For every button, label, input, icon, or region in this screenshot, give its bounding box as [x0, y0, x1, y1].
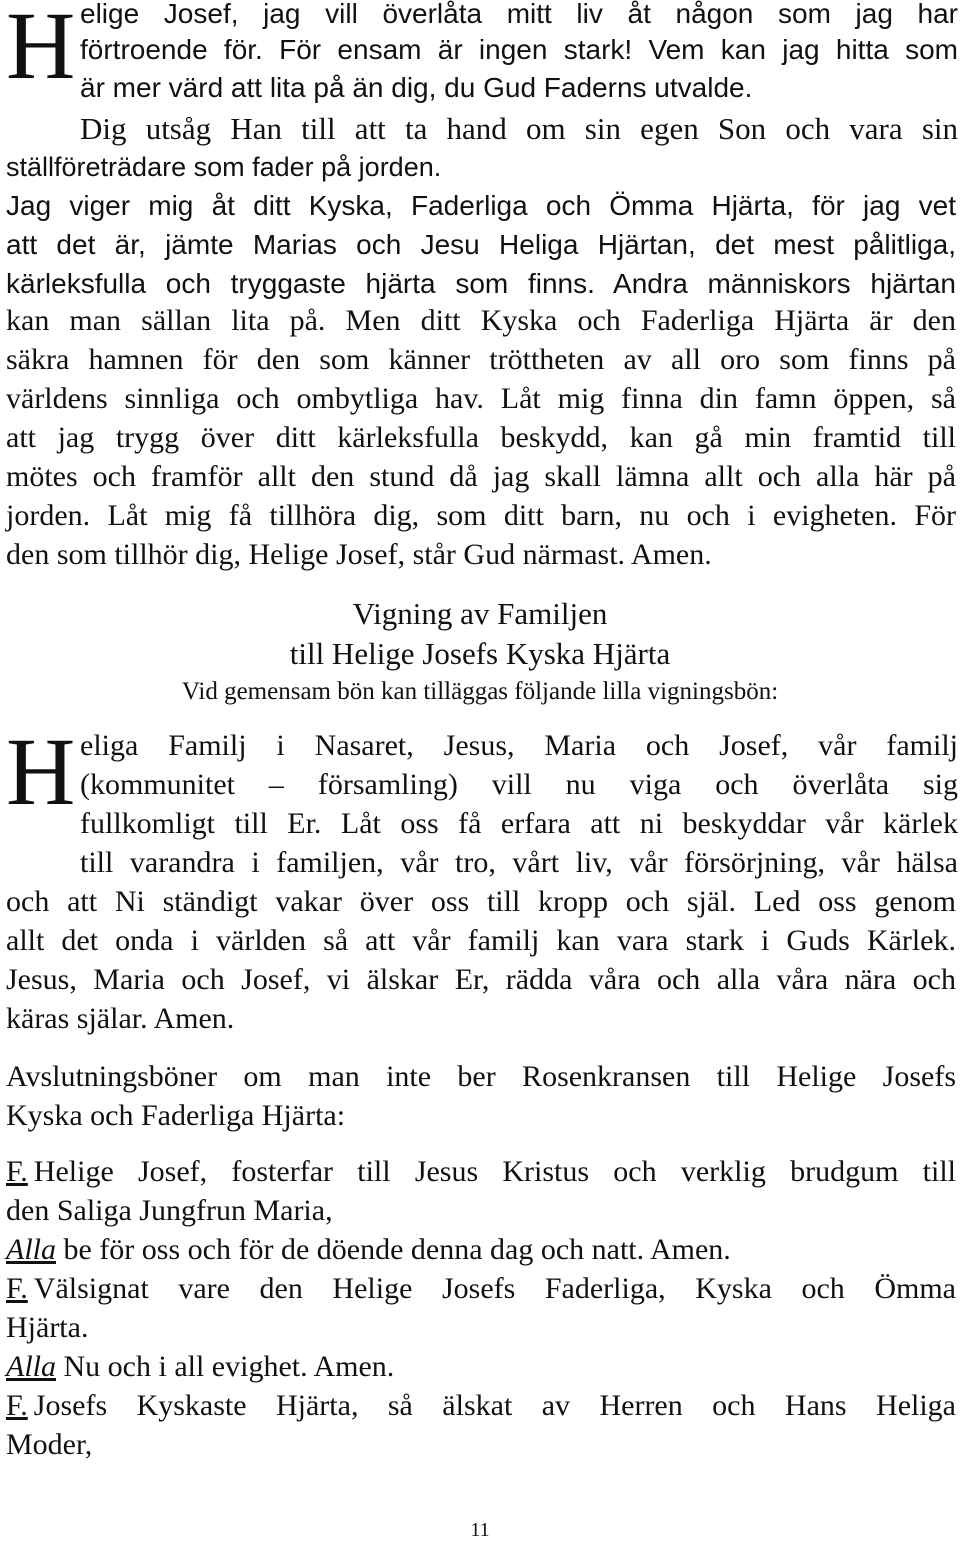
versicle-text: Helige Josef, fosterfar till Jesus Kristus och verklig brudgum till [33, 1155, 956, 1188]
prayer-line: elige Josef, jag vill överlåta mitt liv åt någon som jag har [80, 0, 958, 29]
closing-intro-line: Kyska och Faderliga Hjärta: [6, 1099, 346, 1132]
response-text: be för oss och för de döende denna dag och natt. Amen. [56, 1233, 731, 1266]
prayer-line: till varandra i familjen, vår tro, vårt liv, vår försörjning, vår hälsa [80, 846, 958, 879]
prayer-line: att det är, jämte Marias och Jesu Heliga Hjärtan, det mest pålitliga, [6, 229, 956, 260]
response-line [6, 1350, 394, 1384]
prayer-line: fullkomligt till Er. Låt oss få erfara att ni beskyddar vår kärlek [80, 807, 958, 840]
prayer-line: är mer värd att lita på än dig, du Gud Faderns utvalde. [80, 72, 753, 103]
prayer-line: den som tillhör dig, Helige Josef, står Gud närmast. Amen. [6, 538, 712, 571]
dropcap-letter: H [6, 0, 76, 99]
versicle-line: Hjärta. [6, 1311, 89, 1344]
closing-intro-line: Avslutningsböner om man inte ber Rosenkransen till Helige Josefs [6, 1060, 956, 1093]
leader-label: F. [6, 1389, 28, 1422]
dropcap-letter: H [6, 718, 76, 825]
prayer-line: mötes och framför allt den stund då jag skall lämna allt och alla här på [6, 460, 956, 493]
versicle-line [6, 1272, 956, 1306]
prayer-line: allt det onda i världen så att vår familj kan vara stark i Guds Kärlek. [6, 924, 956, 957]
prayer-line: Jesus, Maria och Josef, vi älskar Er, rädda våra och alla våra nära och [6, 963, 956, 996]
prayer-line: käras själar. Amen. [6, 1002, 235, 1035]
section-title: Vigning av Familjen [352, 596, 608, 631]
prayer-line: (kommunitet – församling) vill nu viga och överlåta sig [80, 768, 958, 801]
response-line [6, 1233, 731, 1267]
prayer-line: Dig utsåg Han till att ta hand om sin egen Son och vara sin [80, 111, 958, 146]
all-label: Alla [6, 1233, 56, 1266]
versicle-text: Välsignat vare den Helige Josefs Faderliga, Kyska och Ömma [33, 1272, 956, 1305]
prayer-line: att jag trygg över ditt kärleksfulla beskydd, kan gå min framtid till [6, 421, 956, 454]
prayer-line: kan man sällan lita på. Men ditt Kyska och Faderliga Hjärta är den [6, 304, 956, 337]
versicle-line [6, 1155, 956, 1189]
prayer-line: eliga Familj i Nasaret, Jesus, Maria och Josef, vår familj [80, 729, 958, 762]
page-number: 11 [470, 1519, 490, 1541]
prayer-line: säkra hamnen för den som känner tröttheten av all oro som finns på [6, 343, 956, 376]
prayer-line: världens sinnliga och ombytliga hav. Låt mig finna din famn öppen, så [6, 382, 956, 415]
prayer-line: och att Ni ständigt vakar över oss till kropp och själ. Led oss genom [6, 885, 956, 918]
prayer-line: Jag viger mig åt ditt Kyska, Faderliga och Ömma Hjärta, för jag vet [6, 190, 956, 221]
prayer-line: jorden. Låt mig få tillhöra dig, som ditt barn, nu och i evigheten. För [6, 499, 956, 532]
versicle-line: den Saliga Jungfrun Maria, [6, 1194, 333, 1227]
prayer-line: kärleksfulla och tryggaste hjärta som finns. Andra människors hjärtan [6, 268, 956, 299]
versicle-line [6, 1389, 956, 1423]
versicle-text: Josefs Kyskaste Hjärta, så älskat av Herren och Hans Heliga [33, 1389, 956, 1422]
section-title: till Helige Josefs Kyska Hjärta [289, 636, 671, 671]
leader-label: F. [6, 1155, 28, 1188]
all-label: Alla [6, 1350, 56, 1383]
section-subtitle: Vid gemensam bön kan tilläggas följande lilla vigningsbön: [181, 678, 779, 705]
prayer-line: förtroende för. För ensam är ingen stark! Vem kan jag hitta som [80, 34, 958, 65]
leader-label: F. [6, 1272, 28, 1305]
versicle-line: Moder, [6, 1428, 93, 1461]
response-text: Nu och i all evighet. Amen. [56, 1350, 395, 1383]
prayer-line: ställföreträdare som fader på jorden. [6, 152, 442, 182]
